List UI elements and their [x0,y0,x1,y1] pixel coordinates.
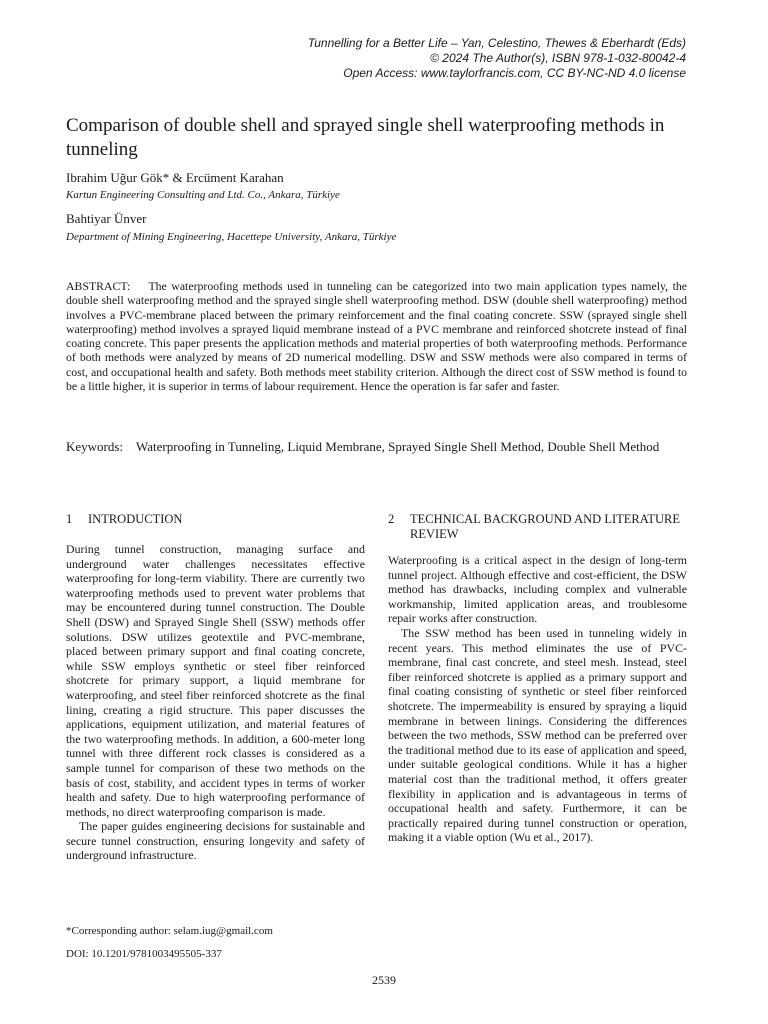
keywords-label: Keywords: [66,439,124,454]
section-2-heading [388,512,687,542]
left-column [66,512,365,863]
section-2-title: TECHNICAL BACKGROUND AND LITERATURE REVIEW [410,512,681,541]
corresponding-author-footnote: *Corresponding author: selam.iug@gmail.com [66,925,273,937]
header-book-line: Tunnelling for a Better Life – Yan, Celestino, Thewes & Eberhardt (Eds) [307,36,686,50]
affiliation-line-2: Department of Mining Engineering, Hacettepe University, Ankara, Türkiye [66,231,397,243]
paper-title: Comparison of double shell and sprayed single shell waterproofing methods in tunneling [66,115,665,160]
section-1-title: INTRODUCTION [88,512,183,526]
author-line-1: Ibrahim Uğur Gök* & Ercüment Karahan [66,170,284,185]
section-2-paragraph-2: The SSW method has been used in tunneling widely in recent years. This method eliminates the use of PVC-membrane, final cast concrete, and steel mesh. Instead, steel fiber reinforced shotcrete is applied as a primary support and final coating consisting of synthetic or steel fiber reinforced shotcrete. The impermeability is ensured by spraying a liquid membrane in between linings. Considering the differences between the two methods, SSW method can be preferred over the traditional method due to its ease of application and speed, under suitable geological conditions. While it has a higher material cost than the traditional method, it offers greater flexibility in application and is advantageous in terms of occupational health and safety. Furthermore, it can be practically repaired during tunnel construction or operation, making it a viable option (Wu et al., 2017). [388,625,687,845]
running-header [308,36,686,81]
abstract-text: The waterproofing methods used in tunneling can be categorized into two main application types namely, the double shell waterproofing method and the sprayed single shell waterproofing method. DSW (double shell waterproofing) method involves a PVC-membrane placed between the primary reinforcement and the final coating concrete. SSW (sprayed single shell waterproofing) method involves a sprayed liquid membrane instead of a PVC membrane and reinforced shotcrete instead of final coating concrete. This paper presents the application methods and material properties of both waterproofing methods. Performance of both methods were analyzed by means of 2D numerical modelling. DSW and SSW methods were also compared in terms of cost, and occupational health and safety. Both methods meet stability criterion. Although the direct cost of SSW method is found to be a little higher, it is superior in terms of labour requirement. Hence the operation is far safer and faster. [66,279,688,394]
header-isbn-line: © 2024 The Author(s), ISBN 978-1-032-80042-4 [430,51,686,65]
section-1-paragraph-1: During tunnel construction, managing surface and underground water challenges necessitates effective waterproofing for long-term viability. There are currently two waterproofing methods used to prevent water problems that may be encountered during tunnel construction. The Double Shell (DSW) and Sprayed Single Shell (SSW) methods offer solutions. DSW utilizes geotextile and PVC-membrane, placed between primary support and final coating concrete, while SSW employs synthetic or steel fiber reinforced shotcrete for primary support, a liquid membrane for waterproofing, and steel fiber reinforced shotcrete as the final lining, creating a rigid structure. This paper discusses the applications, equipment utilization, and material features of the two waterproofing methods. In addition, a 600-meter long tunnel with three different rock classes is considered as a sample tunnel for comparison of these two methods on the basis of cost, stability, and accident types in terms of worker health and safety. Due to high waterproofing performance of methods, no direct waterproofing comparison is made. [66,542,365,819]
doi-footnote: DOI: 10.1201/9781003495505-337 [66,948,222,960]
section-1-paragraph-2: The paper guides engineering decisions for sustainable and secure tunnel construction, ensuring longevity and safety of underground infrastructure. [66,819,365,863]
section-1-heading [66,512,365,527]
header-license-line: Open Access: www.taylorfrancis.com, CC BY-NC-ND 4.0 license [343,66,686,80]
author-line-2: Bahtiyar Ünver [66,211,147,226]
affiliation-line-1: Kartun Engineering Consulting and Ltd. Co., Ankara, Türkiye [66,189,340,201]
section-2-paragraph-1: Waterproofing is a critical aspect in the design of long-term tunnel project. Although effective and cost-efficient, the DSW method has drawbacks, including complex and vulnerable workmanship, limited application areas, and troublesome repair works after construction. [388,553,687,626]
page-number: 2539 [372,973,396,987]
right-column [388,512,687,845]
abstract [66,279,687,393]
section-2-number: 2 [388,512,395,526]
abstract-label: ABSTRACT: [66,279,131,293]
section-1-number: 1 [66,512,73,526]
keywords-text: Waterproofing in Tunneling, Liquid Membrane, Sprayed Single Shell Method, Double Shell Method [136,439,660,454]
keywords [66,439,687,455]
